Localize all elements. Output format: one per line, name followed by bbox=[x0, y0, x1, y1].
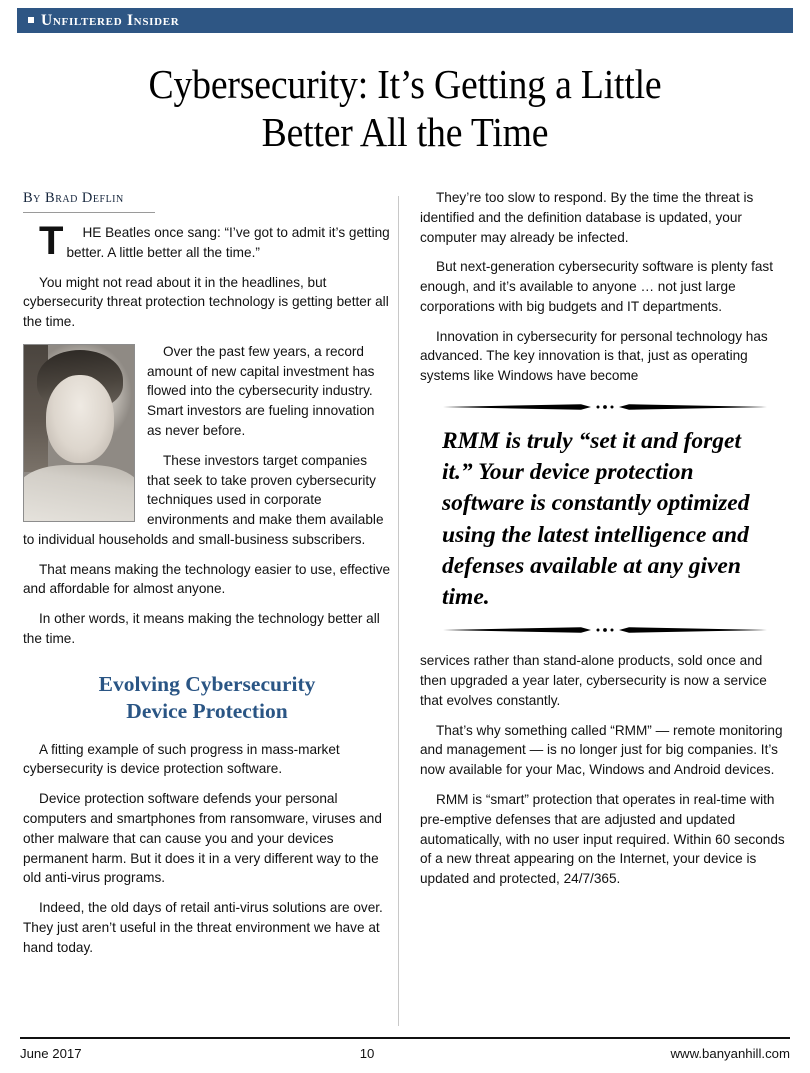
paragraph: A fitting example of such progress in mass-market cybersecurity is device protection software. bbox=[23, 741, 340, 777]
column-divider bbox=[398, 196, 399, 1026]
paragraph: RMM is “smart” protection that operates in real-time with pre-emptive defenses that are adjusted and updated automatically, with no user input required. Within 60 seconds of a new threat appearing on the Internet, your device is updated and protected, 24/7/365. bbox=[420, 791, 785, 887]
paragraph: Indeed, the old days of retail anti-virus solutions are over. They just aren’t useful in the threat environment we have at hand today. bbox=[23, 900, 383, 955]
paragraph: These investors target companies that seek to take proven cybersecurity techniques used in corporate environments and make them available to individual households and small-business subscribers. bbox=[23, 452, 384, 547]
lead-paragraph bbox=[23, 219, 391, 264]
paragraph: But next-generation cybersecurity software is plenty fast enough, and it’s available to anyone … not just large corporations with big budgets and IT departments. bbox=[420, 259, 773, 314]
author-photo bbox=[23, 344, 135, 522]
ornament-rule-bottom bbox=[443, 623, 767, 637]
paragraph: Device protection software defends your personal computers and smartphones from ransomware, viruses and other malware that can cause you and your devices permanent harm. But it does it in a very different way to the old anti-virus programs. bbox=[23, 791, 382, 886]
byline: By Brad Deflin bbox=[23, 188, 155, 213]
right-column bbox=[420, 188, 790, 899]
photo-shirt bbox=[23, 465, 135, 522]
section-subheading-line-2: Device Protection bbox=[126, 699, 288, 724]
paragraph: They’re too slow to respond. By the time the threat is identified and the definition database is updated, your computer may already be infected. bbox=[420, 190, 754, 245]
paragraph: In other words, it means making the technology better all the time. bbox=[23, 611, 380, 646]
photo-face bbox=[46, 375, 114, 463]
pull-quote-block bbox=[420, 400, 790, 638]
article-body bbox=[0, 188, 810, 1028]
section-subheading bbox=[23, 671, 391, 726]
pull-quote-text: RMM is truly “set it and forget it.” Your device protection software is constantly optimized using the latest intelligence and defenses available at any given time. bbox=[442, 427, 750, 611]
paragraph: You might not read about it in the headlines, but cybersecurity threat protection technology is getting better all the time. bbox=[23, 274, 389, 330]
ornament-rule-top bbox=[443, 400, 767, 414]
drop-cap: T bbox=[39, 219, 64, 264]
footer-website: www.banyanhill.com bbox=[670, 1046, 790, 1061]
paragraph: That means making the technology easier to use, effective and affordable for almost anyone. bbox=[23, 561, 391, 597]
paragraph: services rather than stand-alone products, sold once and then upgraded a year later, cybersecurity is now a service that evolves constantly. bbox=[420, 653, 767, 708]
banner-title: Unfiltered Insider bbox=[41, 11, 180, 29]
page-title bbox=[88, 60, 723, 157]
left-column bbox=[23, 188, 391, 967]
paragraph: That’s why something called “RMM” — remote monitoring and management — is no longer just for big companies. It’s now available for your Mac, Windows and Android devices. bbox=[420, 722, 783, 778]
page-title-line-2: Better All the Time bbox=[261, 109, 549, 156]
page-title-line-1: Cybersecurity: It’s Getting a Little bbox=[148, 61, 662, 107]
lead-paragraph-text: HE Beatles once sang: “I’ve got to admit it’s getting better. A little better all the time.” bbox=[66, 225, 390, 260]
section-subheading-line-1: Evolving Cybersecurity bbox=[98, 671, 316, 696]
paragraph: Over the past few years, a record amount of new capital investment has flowed into the cybersecurity industry. Smart investors are fueling innovation as never before. bbox=[147, 343, 375, 438]
square-bullet-icon bbox=[28, 17, 34, 23]
section-banner bbox=[17, 8, 793, 33]
paragraph: Innovation in cybersecurity for personal technology has advanced. The key innovation is that, just as operating systems like Windows have become bbox=[420, 328, 768, 384]
page-footer bbox=[20, 1046, 790, 1061]
footer-page-number: 10 bbox=[359, 1046, 375, 1061]
footer-date: June 2017 bbox=[20, 1046, 82, 1061]
footer-divider bbox=[20, 1037, 790, 1039]
